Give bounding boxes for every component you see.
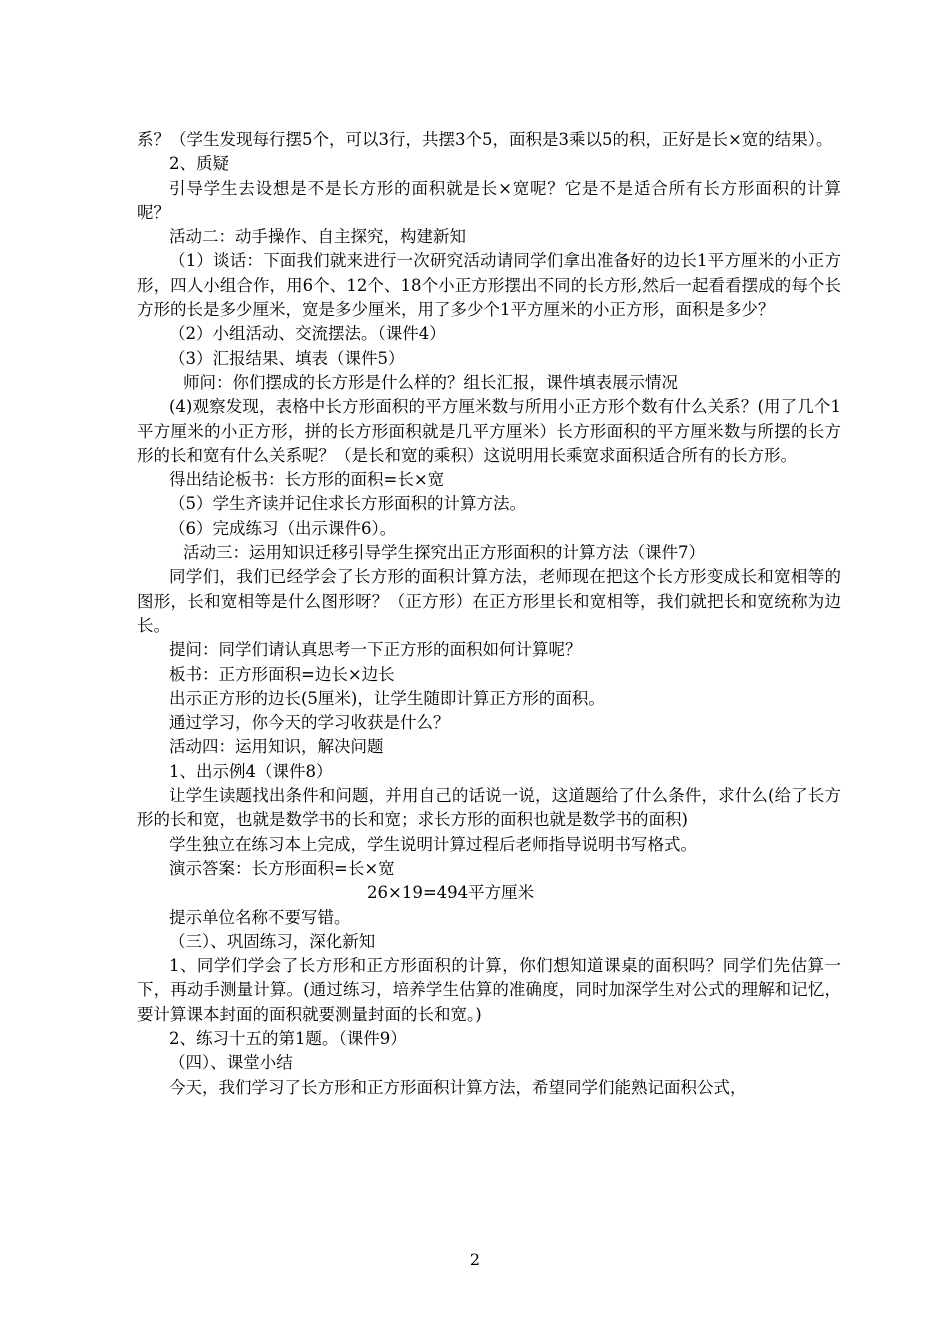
paragraph: （四）、课堂小结 [169, 1053, 293, 1073]
paragraph: 系？（学生发现每行摆5个，可以3行，共摆3个5，面积是3乘以5的积，正好是长×宽的结果）。 [137, 130, 833, 149]
paragraph: 2、练习十五的第1题。（课件9） [169, 1028, 407, 1048]
paragraph: 提问：同学们请认真思考一下正方形的面积如何计算呢？ [169, 640, 582, 660]
paragraph: 26×19=494平方厘米 [367, 883, 535, 903]
paragraph: （三）、巩固练习，深化新知 [169, 931, 376, 951]
paragraph: （6）完成练习（出示课件6）。 [169, 518, 397, 538]
paragraph: （2）小组活动、交流摆法。（课件4） [169, 324, 446, 344]
paragraph: (4)观察发现，表格中长方形面积的平方厘米数与所用小正方形个数有什么关系？(用了几个1平方厘米的小正方形，拼的长方形面积就是几平方厘米）长方形面积的平方厘米数与所摆的长方形的长和宽有什么关系呢？（是长和宽的乘积）这说明用长乘宽求面积适合所有的长方形。 [137, 397, 841, 465]
paragraph: 通过学习，你今天的学习收获是什么？ [169, 713, 450, 733]
paragraph: 活动二：动手操作、自主探究，构建新知 [169, 227, 466, 247]
paragraph: （3）汇报结果、填表（课件5） [169, 348, 405, 368]
paragraph: 活动三：运用知识迁移引导学生探究出正方形面积的计算方法（课件7） [183, 543, 705, 563]
paragraph: 今天，我们学习了长方形和正方形面积计算方法，希望同学们能熟记面积公式， [169, 1077, 747, 1097]
paragraph: 2、质疑 [169, 154, 229, 174]
paragraph: 引导学生去设想是不是长方形的面积就是长×宽呢？它是不是适合所有长方形面积的计算呢？ [137, 178, 841, 222]
paragraph: 活动四：运用知识，解决问题 [169, 737, 384, 757]
paragraph: 1、出示例4（课件8） [169, 761, 333, 781]
paragraph: 出示正方形的边长(5厘米)，让学生随即计算正方形的面积。 [169, 688, 605, 708]
paragraph: 1、同学们学会了长方形和正方形面积的计算，你们想知道课桌的面积吗？同学们先估算一下，再动手测量计算。(通过练习，培养学生估算的准确度，同时加深学生对公式的理解和记忆，要计算课本封面的面积就要测量封面的长和宽。) [137, 956, 841, 1024]
paragraph: 师问：你们摆成的长方形是什么样的？组长汇报，课件填表展示情况 [183, 372, 678, 392]
paragraph: 板书：正方形面积=边长×边长 [169, 664, 395, 684]
paragraph: （5）学生齐读并记住求长方形面积的计算方法。 [169, 494, 526, 514]
paragraph: 让学生读题找出条件和问题，并用自己的话说一说，这道题给了什么条件，求什么(给了长方形的长和宽，也就是数学书的长和宽；求长方形的面积也就是数学书的面积) [137, 786, 841, 830]
paragraph: 提示单位名称不要写错。 [169, 907, 351, 927]
paragraph: 得出结论板书：长方形的面积=长×宽 [169, 470, 445, 490]
paragraph: 同学们，我们已经学会了长方形的面积计算方法，老师现在把这个长方形变成长和宽相等的图形，长和宽相等是什么图形呀？（正方形）在正方形里长和宽相等，我们就把长和宽统称为边长。 [137, 567, 841, 635]
paragraph: 演示答案：长方形面积=长×宽 [169, 858, 395, 878]
document-body [137, 128, 841, 1100]
paragraph: （1）谈话：下面我们就来进行一次研究活动请同学们拿出准备好的边长1平方厘米的小正方形，四人小组合作，用6个、12个、18个小正方形摆出不同的长方形,然后一起看看摆成的每个长方形的长是多少厘米，宽是多少厘米，用了多少个1平方厘米的小正方形，面积是多少？ [137, 251, 841, 320]
paragraph: 学生独立在练习本上完成，学生说明计算过程后老师指导说明书写格式。 [169, 834, 697, 854]
page-number: 2 [469, 1250, 481, 1269]
